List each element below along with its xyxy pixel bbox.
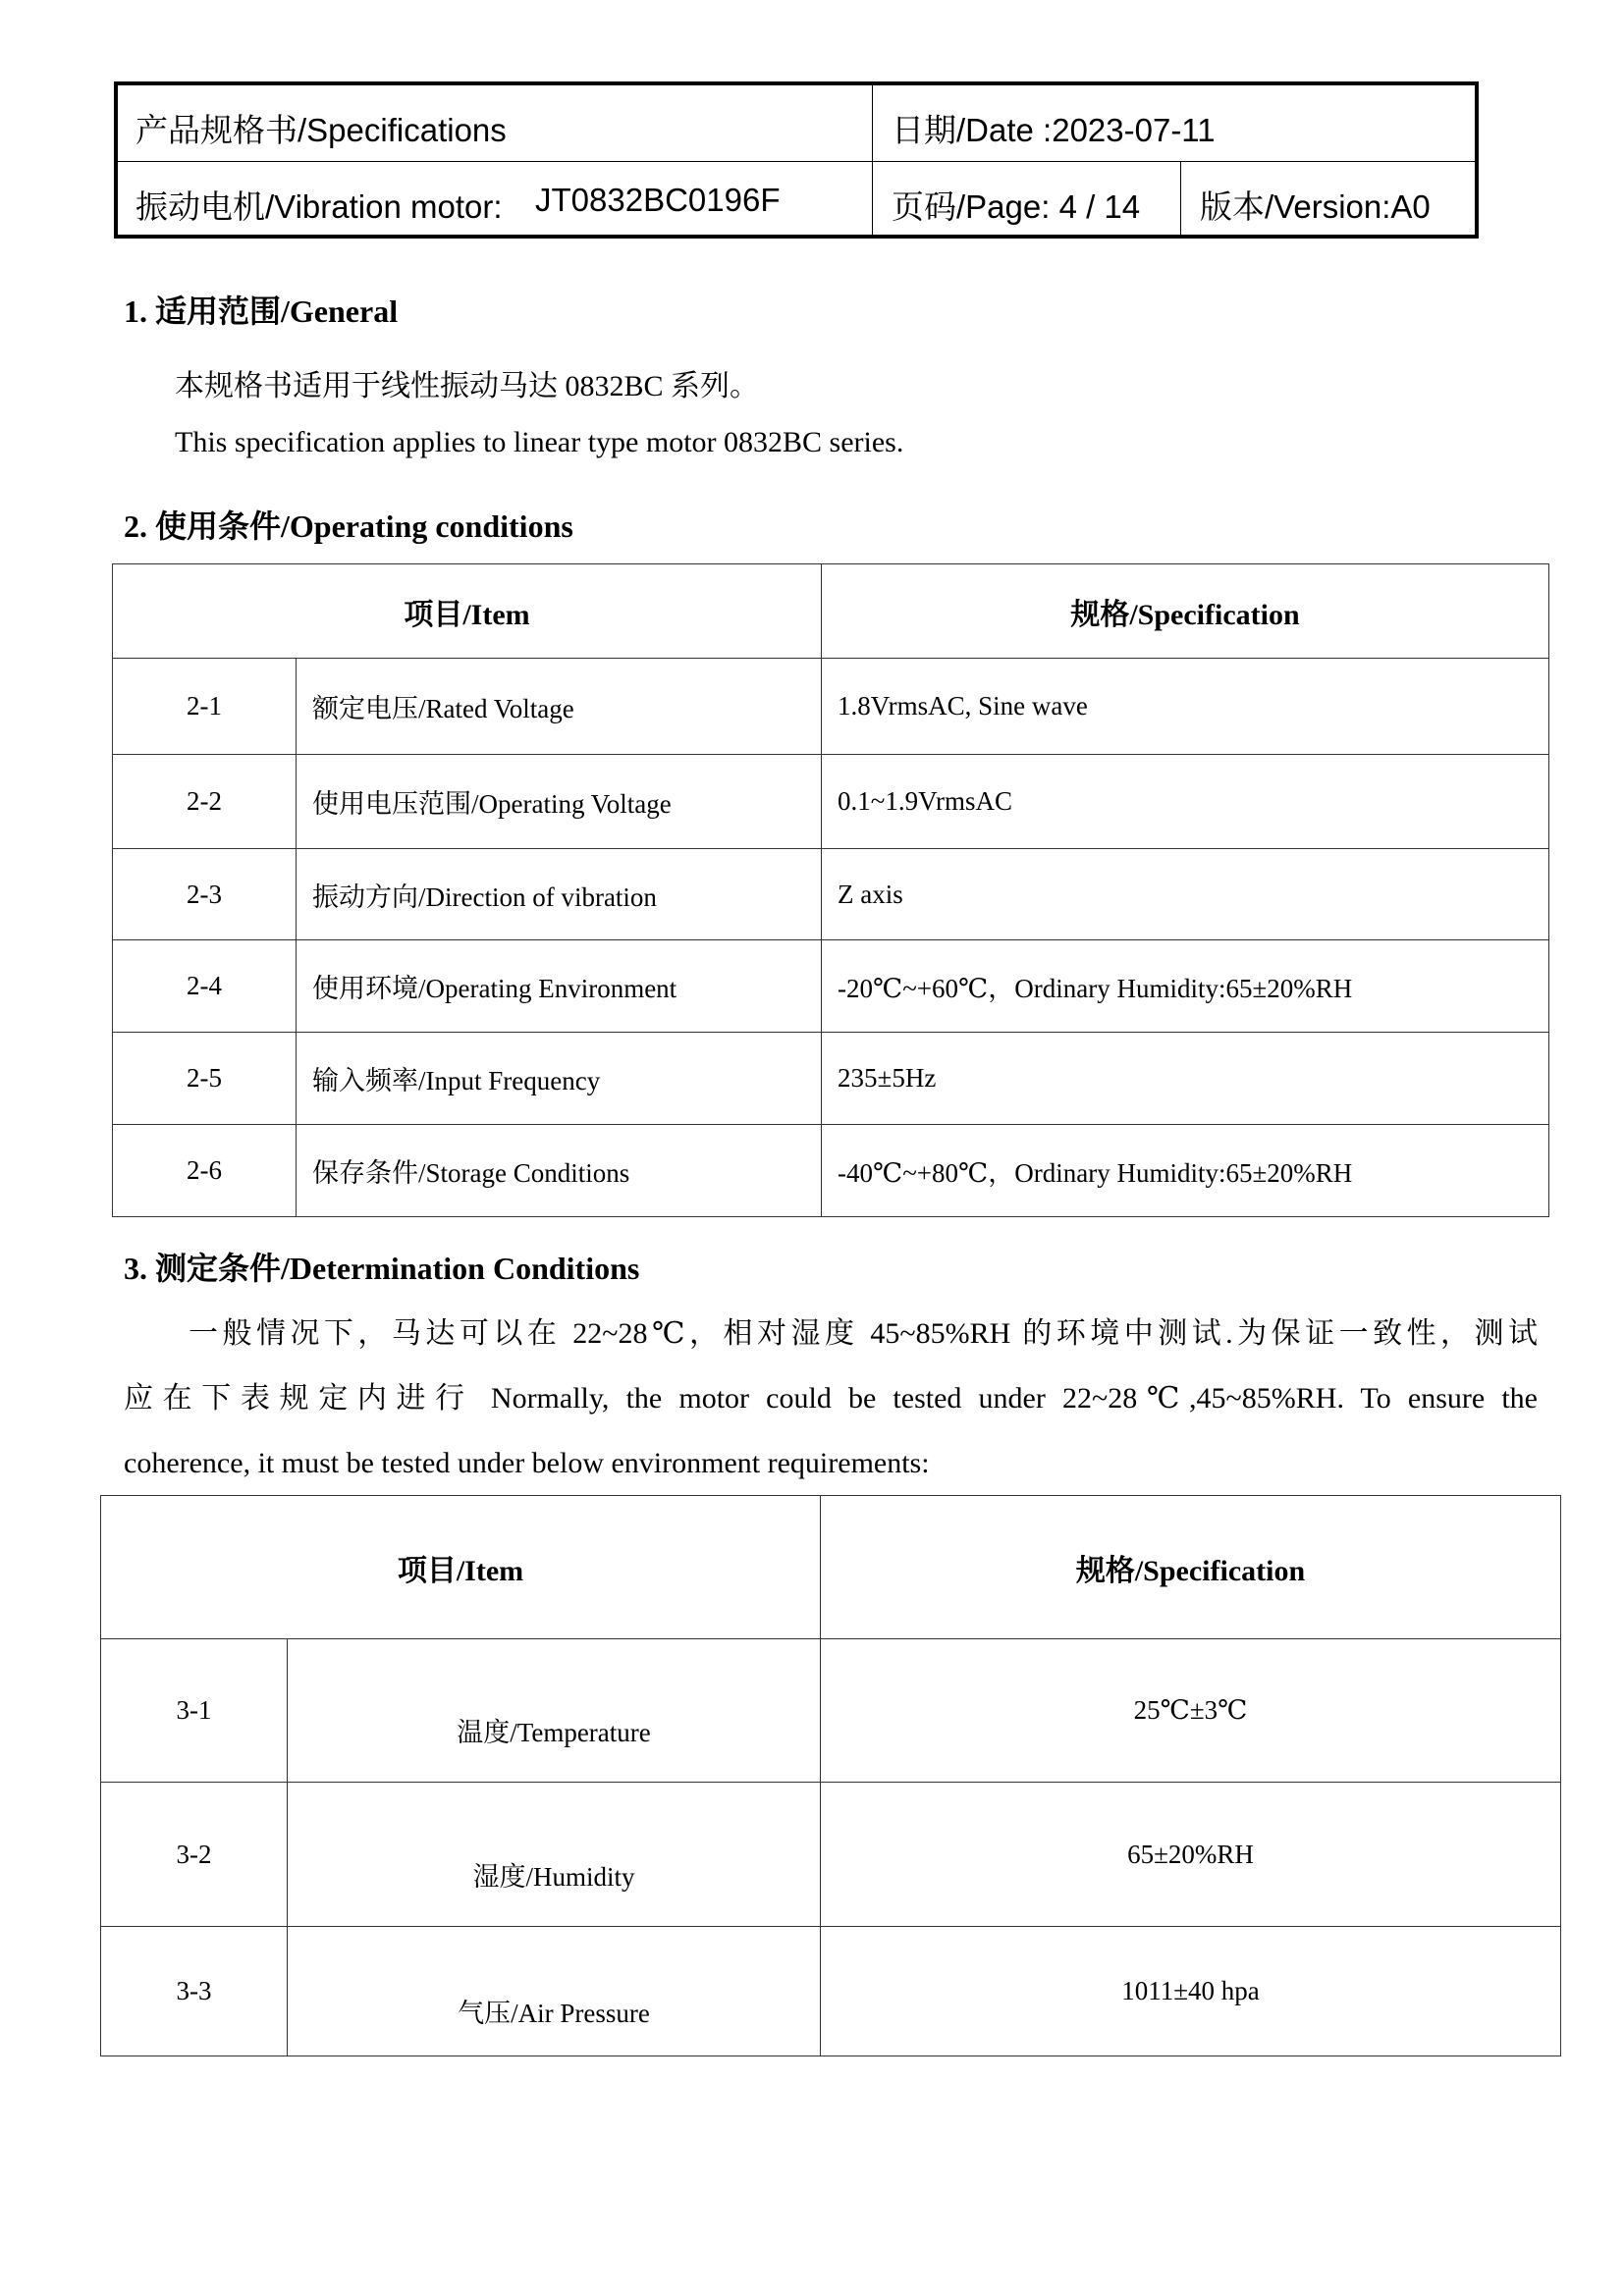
header-divider bbox=[1180, 161, 1181, 235]
row-item: 额定电压/Rated Voltage bbox=[297, 659, 822, 755]
table-header-row bbox=[101, 1496, 1561, 1639]
row-item: 温度/Temperature bbox=[288, 1639, 821, 1783]
operating-conditions-table bbox=[112, 563, 1549, 1217]
row-spec: 65±20%RH bbox=[821, 1783, 1561, 1927]
column-header-item: 项目/Item bbox=[113, 564, 822, 659]
product-label: 振动电机/Vibration motor: bbox=[135, 188, 503, 225]
determination-paragraph-line: 应在下表规定内进行 Normally, the motor could be tested under 22~28℃,45~85%RH. To ensure the bbox=[124, 1382, 1538, 1415]
row-spec: 0.1~1.9VrmsAC bbox=[822, 755, 1549, 849]
table-row bbox=[101, 1783, 1561, 1927]
table-row bbox=[101, 1927, 1561, 2056]
row-item: 气压/Air Pressure bbox=[288, 1927, 821, 2056]
row-spec: -40℃~+80℃，Ordinary Humidity:65±20%RH bbox=[822, 1125, 1549, 1217]
row-spec: 1.8VrmsAC, Sine wave bbox=[822, 659, 1549, 755]
doc-title: 产品规格书/Specifications bbox=[135, 112, 507, 148]
doc-date: 日期/Date :2023-07-11 bbox=[892, 112, 1216, 148]
row-number: 2-2 bbox=[113, 755, 297, 849]
row-number: 2-6 bbox=[113, 1125, 297, 1217]
row-number: 2-4 bbox=[113, 940, 297, 1033]
row-number: 3-1 bbox=[101, 1639, 288, 1783]
table-row bbox=[113, 755, 1549, 849]
section-heading-determination: 3. 测定条件/Determination Conditions bbox=[124, 1251, 640, 1286]
header-divider bbox=[118, 161, 1475, 162]
row-spec: 25℃±3℃ bbox=[821, 1639, 1561, 1783]
row-number: 2-1 bbox=[113, 659, 297, 755]
row-item: 湿度/Humidity bbox=[288, 1783, 821, 1927]
table-row bbox=[113, 849, 1549, 940]
section-heading-operating: 2. 使用条件/Operating conditions bbox=[124, 508, 573, 544]
column-header-specification: 规格/Specification bbox=[821, 1496, 1561, 1639]
row-number: 2-5 bbox=[113, 1033, 297, 1125]
row-item: 使用电压范围/Operating Voltage bbox=[297, 755, 822, 849]
determination-paragraph-line: coherence, it must be tested under below environment requirements: bbox=[124, 1447, 930, 1479]
row-number: 3-3 bbox=[101, 1927, 288, 2056]
doc-version: 版本/Version:A0 bbox=[1200, 188, 1431, 225]
table-row bbox=[113, 1125, 1549, 1217]
row-spec: Z axis bbox=[822, 849, 1549, 940]
table-row bbox=[113, 1033, 1549, 1125]
page-number: 页码/Page: 4 / 14 bbox=[892, 188, 1141, 225]
row-spec: 1011±40 hpa bbox=[821, 1927, 1561, 2056]
determination-paragraph-line: 一般情况下，马达可以在 22~28℃，相对湿度 45~85%RH 的环境中测试.为保证一致性，测试 bbox=[189, 1317, 1538, 1350]
table-row bbox=[113, 940, 1549, 1033]
column-header-item: 项目/Item bbox=[101, 1496, 821, 1639]
row-item: 使用环境/Operating Environment bbox=[297, 940, 822, 1033]
table-row bbox=[101, 1639, 1561, 1783]
section-heading-general: 1. 适用范围/General bbox=[124, 294, 399, 329]
row-number: 3-2 bbox=[101, 1783, 288, 1927]
row-item: 保存条件/Storage Conditions bbox=[297, 1125, 822, 1217]
row-spec: 235±5Hz bbox=[822, 1033, 1549, 1125]
row-spec: -20℃~+60℃，Ordinary Humidity:65±20%RH bbox=[822, 940, 1549, 1033]
column-header-specification: 规格/Specification bbox=[822, 564, 1549, 659]
general-text-en: This specification applies to linear type motor 0832BC series. bbox=[175, 426, 904, 458]
determination-conditions-table bbox=[100, 1495, 1561, 2056]
document-header bbox=[114, 81, 1479, 239]
row-item: 振动方向/Direction of vibration bbox=[297, 849, 822, 940]
row-item: 输入频率/Input Frequency bbox=[297, 1033, 822, 1125]
table-header-row bbox=[113, 564, 1549, 659]
row-number: 2-3 bbox=[113, 849, 297, 940]
header-divider bbox=[872, 85, 873, 235]
table-row bbox=[113, 659, 1549, 755]
general-text-cn: 本规格书适用于线性振动马达 0832BC 系列。 bbox=[175, 370, 760, 402]
product-code: JT0832BC0196F bbox=[535, 182, 781, 218]
